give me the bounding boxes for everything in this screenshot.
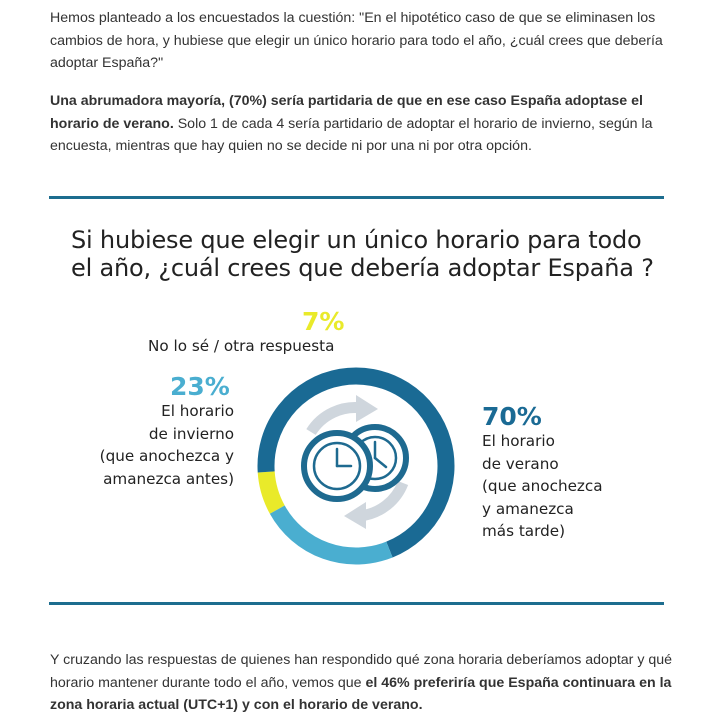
slice-summer-label: El horario de verano (que anochezca y amanezca más tarde) [482,432,603,540]
crosstab-paragraph [50,649,675,717]
slice-other-label: No lo sé / otra respuesta [148,337,335,355]
slice-winter-label: El horario de invierno (que anochezca y amanezca antes) [99,402,234,488]
crosstab-highlight: el 46% preferiría que España continuara en la zona horaria actual (UTC+1) y con el horario de verano. [50,674,672,714]
donut-slice-other [266,472,277,510]
chart-bottom-rule [49,602,664,605]
two-clocks-icon [304,427,406,499]
slice-summer-value: 70% [482,402,542,431]
result-detail: Solo 1 de cada 4 sería partidario de adoptar el horario de invierno, según la encuesta, mientras que hay quien no se decide ni por una ni por otra opción. [50,115,653,155]
result-highlight: Una abrumadora mayoría, (70%) sería partidaria de que en ese caso España adoptase el horario de verano. [50,93,643,132]
slice-other-value: 7% [302,307,345,336]
crosstab-intro: Y cruzando las respuestas de quienes han respondido qué zona horaria deberíamos adoptar y qué horario mantener durante todo el año, vemos que [50,652,673,691]
intro-paragraph: Hemos planteado a los encuestados la cuestión: "En el hipotético caso de que se eliminasen los cambios de hora, y hubiese que elegir un único horario para todo el año, ¿cuál crees que debería adoptar España?" [50,10,663,72]
chart-title: Si hubiese que elegir un único horario para todo el año, ¿cuál crees que debería adoptar España ? [71,226,654,282]
slice-winter-value: 23% [170,372,230,401]
